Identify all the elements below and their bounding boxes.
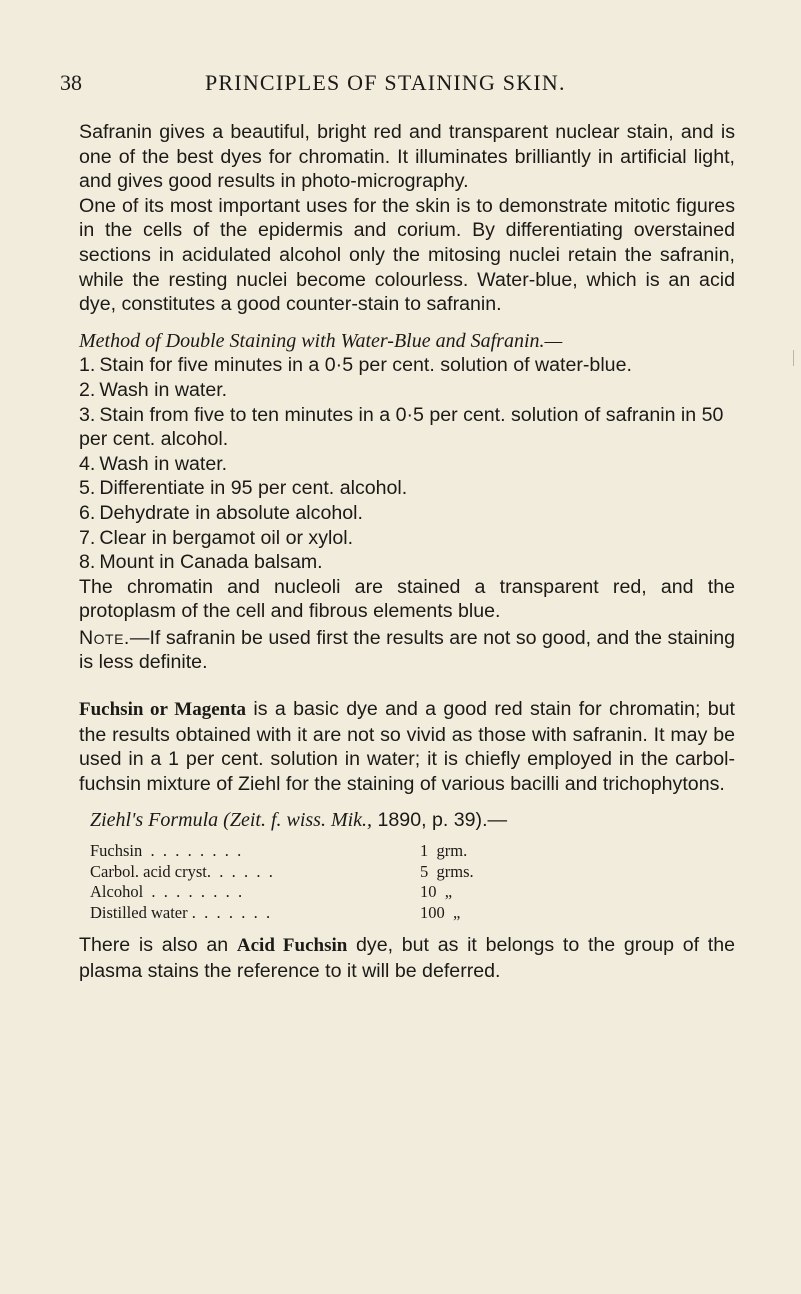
method-step	[79, 353, 735, 378]
paragraph-result: The chromatin and nucleoli are stained a transparent red, and the protoplasm of the cell and fibrous elements blue.	[79, 575, 735, 623]
formula-row	[90, 882, 604, 903]
formula-ingredient: Alcohol . . . . . . . .	[90, 882, 243, 902]
formula-heading	[79, 808, 735, 833]
step-number: 1.	[79, 354, 96, 377]
note-label: Note.	[79, 626, 130, 649]
acid-fuchsin-start: There is also an	[79, 934, 237, 957]
step-text: Stain from five to ten minutes in a 0·5 per cent. solution of safranin in 50 per cent. alcohol.	[79, 403, 724, 451]
method-step	[79, 403, 735, 452]
running-head: PRINCIPLES OF STAINING SKIN.	[205, 70, 566, 95]
formula-heading-italic: Ziehl's Formula (Zeit. f. wiss. Mik.,	[90, 809, 373, 832]
formula-quantity: 100 „	[420, 902, 461, 922]
step-number: 3.	[79, 403, 96, 426]
method-heading	[79, 329, 735, 354]
method-step	[79, 550, 735, 575]
method-step	[79, 452, 735, 477]
formula-row	[90, 841, 604, 862]
page-edge-mark	[793, 350, 794, 366]
formula-row	[90, 903, 604, 924]
formula-quantity: 5 grms.	[420, 861, 474, 881]
step-text: Wash in water.	[99, 378, 228, 401]
step-number: 8.	[79, 551, 96, 574]
page-header	[60, 70, 750, 104]
method-step	[79, 378, 735, 403]
step-number: 2.	[79, 378, 96, 401]
formula-ingredient: Distilled water . . . . . . .	[90, 902, 271, 922]
page-body	[79, 120, 735, 983]
step-number: 4.	[79, 452, 96, 475]
paragraph-fuchsin	[79, 697, 735, 796]
formula-row	[90, 862, 604, 883]
method-step	[79, 476, 735, 501]
acid-fuchsin-term: Acid Fuchsin	[236, 935, 348, 957]
paragraph-safranin-intro: Safranin gives a beautiful, bright red and transparent nuclear stain, and is one of the best dyes for chromatin. It illuminates brilliantly in artificial light, and gives good results in photo-micrography.	[79, 121, 735, 193]
step-text: Wash in water.	[99, 452, 228, 475]
step-number: 6.	[79, 501, 96, 524]
formula-quantity: 1 grm.	[420, 841, 468, 861]
method-heading-text: Method of Double Staining with Water-Blue and Safranin.—	[79, 329, 563, 352]
step-number: 5.	[79, 477, 96, 500]
fuchsin-term: Fuchsin or Magenta	[79, 699, 247, 721]
step-text: Mount in Canada balsam.	[99, 551, 323, 574]
formula-heading-rest: 1890, p. 39).—	[372, 809, 508, 832]
paragraph-safranin-uses: One of its most important uses for the skin is to demonstrate mitotic figures in the cells of the epidermis and corium. By differentiating overstained sections in acidulated alcohol only the mitosing nuclei retain the safranin, while the resting nuclei become colourless. Water-blue, which is an acid dye, constitutes a good counter-stain to safranin.	[79, 194, 735, 316]
step-number: 7.	[79, 526, 96, 549]
formula-ingredient: Fuchsin . . . . . . . .	[90, 841, 242, 861]
step-text: Dehydrate in absolute alcohol.	[99, 501, 363, 524]
formula-ingredient: Carbol. acid cryst. . . . . .	[90, 861, 273, 881]
paragraph-note	[79, 626, 735, 675]
formula-table	[90, 841, 604, 923]
step-text: Stain for five minutes in a 0·5 per cent. solution of water-blue.	[99, 354, 632, 377]
method-steps-list	[79, 353, 735, 574]
acid-fuchsin-end: dye, but as it belongs to the group of the plasma stains the reference to it will be deferred.	[79, 934, 735, 982]
step-text: Clear in bergamot oil or xylol.	[99, 526, 354, 549]
paragraph-acid-fuchsin	[79, 933, 735, 983]
note-text: —If safranin be used first the results are not so good, and the staining is less definite.	[79, 626, 735, 674]
method-step	[79, 501, 735, 526]
method-step	[79, 526, 735, 551]
fuchsin-text: is a basic dye and a good red stain for chromatin; but the results obtained with it are not so vivid as those with safranin. It may be used in a 1 per cent. solution in water; it is chiefly employed in the carbol-fuchsin mixture of Ziehl for the staining of various bacilli and trichophytons.	[79, 698, 735, 795]
formula-quantity: 10 „	[420, 882, 453, 902]
page-number: 38	[60, 70, 82, 95]
step-text: Differentiate in 95 per cent. alcohol.	[99, 477, 408, 500]
